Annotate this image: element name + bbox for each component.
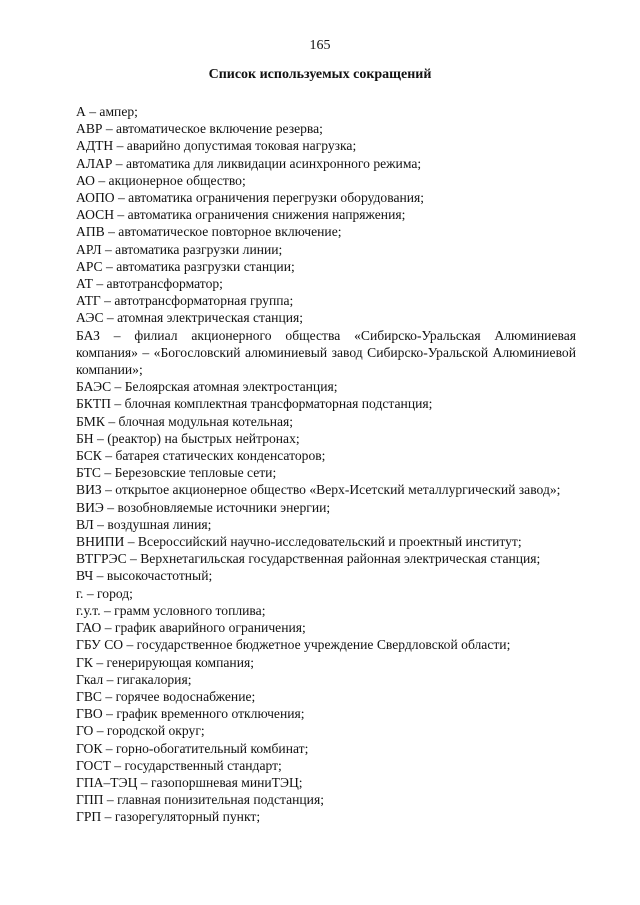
abbreviation-list (76, 103, 576, 826)
abbreviation-entry: БМК – блочная модульная котельная; (76, 413, 294, 429)
abbreviation-entry: ГВО – график временного отключения; (76, 706, 305, 722)
abbreviation-entry: ВТГРЭС – Верхнетагильская государственная районная электрическая станция; (76, 551, 541, 567)
abbreviation-entry: ГОК – горно-обогатительный комбинат; (76, 740, 309, 756)
abbreviation-entry: ВИЭ – возобновляемые источники энергии; (76, 499, 331, 515)
abbreviation-entry: ГПА–ТЭЦ – газопоршневая миниТЭЦ; (76, 774, 303, 790)
page-title: Список используемых сокращений (208, 67, 432, 82)
abbreviation-entry: ГО – городской округ; (76, 723, 205, 739)
page-number: 165 (309, 38, 331, 53)
abbreviation-entry: АРС – автоматика разгрузки станции; (76, 258, 295, 274)
abbreviation-entry: ВЛ – воздушная линия; (76, 516, 212, 532)
abbreviation-entry: БТС – Березовские тепловые сети; (76, 465, 277, 481)
abbreviation-entry: ВИЗ – открытое акционерное общество «Верх-Исетский металлургический завод»; (76, 482, 561, 498)
abbreviation-entry: ВНИПИ – Всероссийский научно-исследовательский и проектный институт; (76, 534, 522, 550)
abbreviation-entry: г. – город; (76, 585, 133, 601)
abbreviation-entry: АО – акционерное общество; (76, 172, 246, 188)
abbreviation-entry: АЛАР – автоматика для ликвидации асинхронного режима; (76, 155, 422, 171)
abbreviation-entry: АВР – автоматическое включение резерва; (76, 121, 323, 137)
abbreviation-entry: ВЧ – высокочастотный; (76, 568, 213, 584)
abbreviation-entry: АТГ – автотрансформаторная группа; (76, 293, 294, 309)
abbreviation-entry: АОСН – автоматика ограничения снижения напряжения; (76, 207, 406, 223)
abbreviation-entry: г.у.т. – грамм условного топлива; (76, 602, 266, 618)
abbreviation-entry: АДТН – аварийно допустимая токовая нагрузка; (76, 138, 357, 154)
abbreviation-entry: АПВ – автоматическое повторное включение; (76, 224, 342, 240)
abbreviation-entry: Гкал – гигакалория; (76, 671, 192, 687)
abbreviation-entry: ГПП – главная понизительная подстанция; (76, 792, 324, 808)
abbreviation-entry: А – ампер; (76, 104, 138, 119)
abbreviation-entry: ГРП – газорегуляторный пункт; (76, 809, 261, 825)
abbreviation-entry: БАЭС – Белоярская атомная электростанция; (76, 379, 338, 395)
abbreviation-entry: ГАО – график аварийного ограничения; (76, 620, 306, 636)
abbreviation-entry: АРЛ – автоматика разгрузки линии; (76, 241, 283, 257)
abbreviation-entry: ГОСТ – государственный стандарт; (76, 757, 282, 773)
abbreviation-entry: ГВС – горячее водоснабжение; (76, 688, 256, 704)
abbreviation-entry: БН – (реактор) на быстрых нейтронах; (76, 430, 300, 446)
abbreviation-entry: БАЗ – филиал акционерного общества «Сибирско-Уральская Алюминиевая компания» – «Богословский алюминиевый завод Сибирско-Уральской Алюминиевой компании»; (76, 327, 576, 378)
abbreviation-entry: АЭС – атомная электрическая станция; (76, 310, 304, 326)
abbreviation-entry: БКТП – блочная комплектная трансформаторная подстанция; (76, 396, 433, 412)
abbreviation-entry: ГК – генерирующая компания; (76, 654, 254, 670)
abbreviation-entry: АТ – автотрансформатор; (76, 276, 223, 292)
abbreviation-entry: ГБУ СО – государственное бюджетное учреждение Свердловской области; (76, 637, 511, 653)
abbreviation-entry: БСК – батарея статических конденсаторов; (76, 448, 326, 464)
abbreviation-entry: АОПО – автоматика ограничения перегрузки оборудования; (76, 190, 425, 206)
